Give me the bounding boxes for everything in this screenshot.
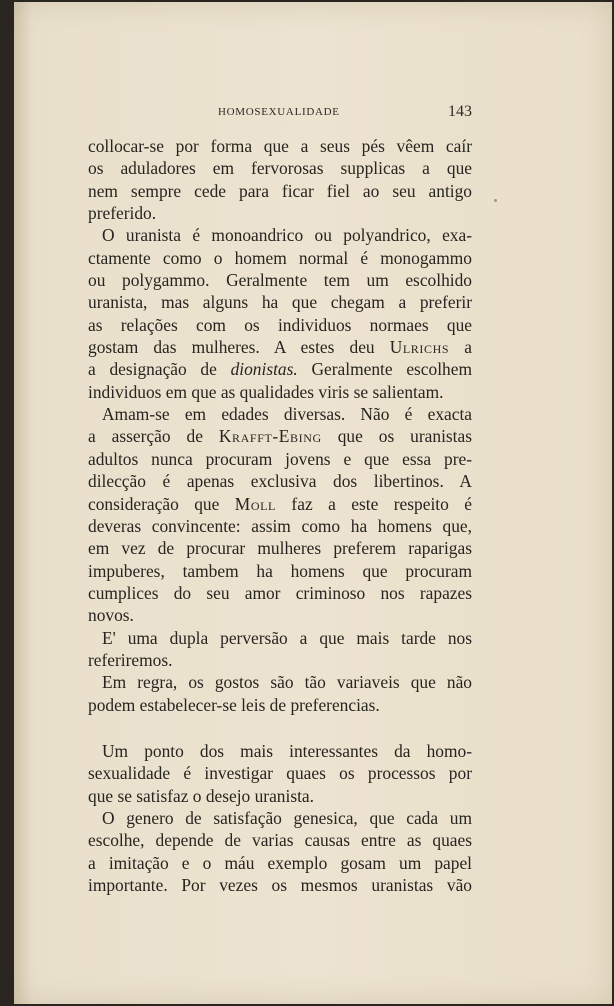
book-page: [14, 2, 612, 1004]
text-line: [88, 336, 472, 358]
text-line: ou polygammo. Geralmente tem um escolhido: [88, 270, 472, 291]
page-header: [14, 103, 612, 126]
text-line: a imitação e o máu exemplo gosam um papel: [88, 852, 472, 873]
text-line: nem sempre cede para ficar fiel ao seu antigo: [88, 180, 472, 201]
text-line: referiremos.: [88, 649, 173, 670]
text-line: individuos em que as qualidades viris se salientam.: [88, 381, 444, 402]
ink-speck: [494, 199, 497, 202]
text-fragment: a designação de: [88, 359, 231, 380]
paragraph: [88, 740, 472, 807]
text-line: O uranista é monoandrico ou polyandrico, exa-: [102, 225, 472, 246]
paragraph: [88, 807, 472, 896]
text-fragment: Geralmente escolhem: [297, 359, 472, 380]
body-text: [88, 135, 472, 896]
section-break: [88, 716, 472, 740]
text-line: que se satisfaz o desejo uranista.: [88, 785, 315, 806]
text-line: impuberes, tambem ha homens que procuram: [88, 560, 472, 581]
text-line: escolhe, depende de varias causas entre as quaes: [88, 830, 472, 851]
text-line: [88, 425, 472, 447]
text-line: os aduladores em fervorosas supplicas a que: [88, 158, 472, 179]
text-line: O genero de satisfação genesica, que cada um: [102, 807, 472, 828]
text-line: adultos nunca procuram jovens e que essa pre-: [88, 448, 472, 469]
text-fragment: consideração que: [88, 493, 235, 514]
author-name-ulrichs: Ulrichs: [389, 337, 450, 358]
text-fragment: gostam das mulheres. A estes deu: [88, 337, 390, 358]
paragraph: [88, 627, 472, 672]
text-line: [88, 493, 472, 515]
text-line: preferido.: [88, 203, 157, 224]
text-line: [88, 358, 472, 380]
author-name-krafft-ebing: Krafft-Ebing: [218, 426, 322, 447]
paragraph: [88, 671, 472, 716]
text-line: E' uma dupla perversão a que mais tarde nos: [102, 627, 472, 648]
text-line: Em regra, os gostos são tão variaveis que não: [102, 672, 472, 693]
paragraph: [88, 224, 472, 403]
text-fragment: a asserção de: [88, 426, 219, 447]
text-line: Amam-se em edades diversas. Não é exacta: [102, 404, 472, 425]
author-name-moll: Moll: [234, 493, 276, 514]
text-line: uranista, mas alguns ha que chegam a preferir: [88, 292, 472, 313]
text-line: importante. Por vezes os mesmos uranistas vão: [88, 875, 472, 895]
text-line: podem estabelecer-se leis de preferencias.: [88, 694, 380, 715]
running-head: HOMOSEXUALIDADE: [218, 106, 340, 118]
paragraph: [88, 403, 472, 626]
text-line: sexualidade é investigar quaes os processos por: [88, 763, 472, 784]
text-line: Um ponto dos mais interessantes da homo-: [102, 740, 472, 761]
text-line: cumplices do seu amor criminoso nos rapazes: [88, 582, 472, 603]
text-line: novos.: [88, 605, 134, 626]
page-number: 143: [448, 103, 472, 120]
text-line: ctamente como o homem normal é monogammo: [88, 247, 472, 268]
text-fragment: que os uranistas: [321, 426, 472, 447]
text-line: deveras convincente: assim como ha homens que,: [88, 515, 472, 536]
text-line: em vez de procurar mulheres preferem raparigas: [88, 538, 472, 559]
text-fragment: a: [449, 337, 472, 358]
text-line: collocar-se por forma que a seus pés vêem caír: [88, 136, 472, 156]
text-line: as relações com os individuos normaes que: [88, 314, 472, 335]
italic-term: dionistas.: [230, 359, 298, 380]
text-fragment: faz a este respeito é: [275, 493, 472, 514]
text-line: dilecção é apenas exclusiva dos libertinos. A: [88, 471, 472, 492]
paragraph: [88, 135, 472, 224]
